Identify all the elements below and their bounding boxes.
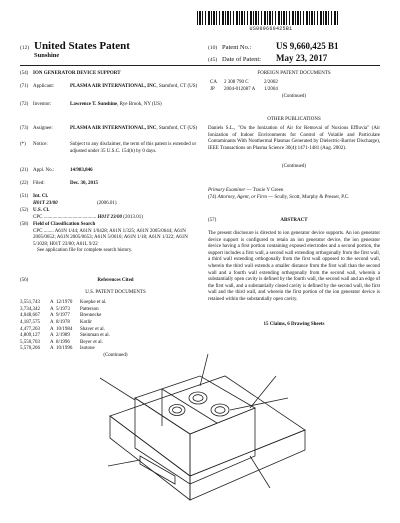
- code-71: (71): [20, 84, 29, 89]
- reference-kind: A: [50, 339, 54, 345]
- field-dots: ........: [43, 228, 54, 234]
- notice-label: Notice:: [33, 142, 48, 147]
- patent-no-row: [208, 41, 339, 53]
- examiner-line: [208, 188, 380, 195]
- code-10: (10): [208, 45, 218, 51]
- reference-name: Steinman et al.: [80, 333, 110, 339]
- patent-title: ION GENERATOR DEVICE SUPPORT: [33, 71, 121, 76]
- code-56: (56): [20, 278, 29, 283]
- code-54: (54): [20, 71, 29, 76]
- appl-no-label: Appl. No.:: [33, 168, 55, 173]
- filed-block: [20, 181, 198, 188]
- abstract-heading-row: [208, 218, 380, 225]
- us-cl-cpc-value: H01T 23/00: [97, 214, 123, 220]
- assignee-label: Assignee:: [33, 126, 53, 131]
- int-cl-year: (2006.01): [97, 200, 117, 206]
- drawing-electrode-1: [189, 392, 207, 404]
- reference-kind: A: [50, 326, 54, 332]
- code-51: (51): [20, 194, 29, 199]
- inventor-name: Lawrence T. Sunshine: [70, 102, 118, 107]
- reference-date: 8/1978: [56, 319, 70, 325]
- refs-continued: (Continued): [103, 352, 128, 358]
- reference-date: 8/1996: [56, 339, 70, 345]
- inventor-short-row: [34, 52, 59, 61]
- assignee-block: [20, 126, 198, 133]
- field-cpc-label: CPC: [33, 228, 43, 234]
- examiner-name: — Tracie Y Green: [245, 188, 284, 193]
- foreign-heading: FOREIGN PATENT DOCUMENTS: [257, 71, 331, 76]
- int-cl-class: H01T 23/00: [33, 200, 58, 206]
- field-search-label: Field of Classification Search: [33, 222, 96, 227]
- code-45: (45): [208, 57, 218, 63]
- examiner-label: Primary Examiner: [208, 188, 246, 193]
- applicant-block: [20, 84, 198, 91]
- code-notice: (*): [20, 142, 26, 147]
- abstract-text: The present disclosure is directed to ion generator device supports. An ion generator device support is configured to retain an ion generator device, the ion generator device having a first portion containing exposed electrodes and a second portion, the support includes a first wall, a second wall extending orthogonally from the first wall, a third wall extending orthogonally from the first wall opposed to the second wall, wherein the third wall extends a smaller distance from the first wall than the second wall and a fourth wall extending orthogonally from the second wall, wherein a substantially open cavity is defined by the fourth wall, the second wall and an edge of the first wall, and a substantially closed cavity is defined by the second wall, the first wall and the third wall, and wherein the first portion of the ion generator device is retained within the substantially open cavity.: [208, 231, 380, 302]
- references-label: References Cited: [97, 278, 134, 283]
- reference-name: Kotlir: [80, 319, 92, 325]
- reference-num: 3,734,342: [20, 306, 40, 312]
- attorney-line: [208, 195, 380, 202]
- drawing-electrode-3: [169, 405, 185, 416]
- reference-row: [20, 327, 198, 334]
- reference-row: [20, 313, 198, 320]
- code-57: (57): [208, 218, 217, 223]
- reference-date: 12/1970: [56, 300, 73, 306]
- reference-name: Koepke et al.: [80, 300, 107, 306]
- reference-name: Brennecke: [80, 313, 102, 319]
- field-search-text: A61N 1/44; A61N 1/0428; A61N 1/325; A61N 2005/0644; A61N 2005/0652; A61N 2005/0653; A61N 5/0616; A61N 1/18; A61N 1/322; A61N 5/1028; H01T 23/00; A61L 9/22: [33, 228, 188, 247]
- reference-kind: A: [50, 333, 54, 339]
- reference-kind: A: [50, 300, 54, 306]
- reference-date: 2/1989: [56, 333, 70, 339]
- code-12: (12): [20, 45, 30, 51]
- patent-no-label: Patent No.:: [222, 44, 252, 51]
- reference-date: 10/1984: [56, 326, 73, 332]
- barcode: [197, 11, 339, 25]
- assignee-loc: , Stamford, CT (US): [156, 126, 198, 131]
- code-72: (72): [20, 102, 29, 107]
- doc-type: United States Patent: [34, 40, 130, 52]
- reference-row: [20, 307, 198, 314]
- applicant-name: PLASMA AIR INTERNATIONAL, INC: [70, 84, 157, 89]
- reference-num: 4,477,263: [20, 326, 40, 332]
- filed-label: Filed:: [33, 181, 45, 186]
- us-cl-cpc-year: (2013.01): [123, 214, 143, 220]
- inventor-label: Inventor:: [33, 102, 52, 107]
- reference-name: Beyer et al.: [80, 339, 103, 345]
- date-label: Date of Patent:: [222, 56, 261, 63]
- us-patent-docs-heading: U.S. PATENT DOCUMENTS: [85, 289, 146, 295]
- appl-no-block: [20, 168, 198, 175]
- patent-date: May 23, 2017: [276, 53, 328, 63]
- header-rule: [20, 65, 380, 66]
- reference-row: [20, 300, 198, 307]
- code-73: (73): [20, 126, 29, 131]
- code-58: (58): [20, 222, 29, 227]
- barcode-number: US009660425B1: [249, 26, 293, 32]
- foreign-cc: JP: [210, 86, 215, 92]
- reference-num: 5,550,703: [20, 339, 40, 345]
- assignee-name: PLASMA AIR INTERNATIONAL, INC: [70, 126, 157, 131]
- drawing-housing-side: [190, 408, 255, 484]
- reference-date: 9/1977: [56, 313, 70, 319]
- field-search-block: [20, 222, 198, 255]
- drawing-electrode-2: [211, 404, 229, 416]
- drawing-base-side: [190, 430, 305, 500]
- foreign-row: [210, 87, 382, 94]
- notice-block: [20, 142, 198, 155]
- reference-name: Patterson: [80, 306, 99, 312]
- appl-no-value: 14/983,846: [70, 168, 93, 173]
- notice-text: Subject to any disclaimer, the term of this patent is extended or adjusted under 35 U.S.C. 154(b) by 0 days.: [70, 142, 197, 154]
- reference-num: 4,809,127: [20, 333, 40, 339]
- abstract-heading: ABSTRACT: [280, 218, 308, 223]
- foreign-date: 1/2004: [264, 86, 278, 92]
- applicant-loc: , Stamford, CT (US): [156, 84, 198, 89]
- see-application: See application file for complete search history.: [37, 248, 133, 254]
- us-cl-block: [20, 208, 198, 221]
- us-cl-dots: ..........................................: [43, 214, 97, 220]
- reference-date: 5/1973: [56, 306, 70, 312]
- title-block: [20, 71, 198, 78]
- foreign-row: [210, 80, 382, 87]
- foreign-continued: (Continued): [281, 94, 307, 99]
- reference-num: 5,570,266: [20, 346, 40, 352]
- claims-summary: 15 Claims, 6 Drawing Sheets: [263, 322, 325, 327]
- foreign-list: [210, 80, 382, 93]
- drawing-slot: [140, 456, 175, 484]
- reference-num: 3,551,743: [20, 300, 40, 306]
- reference-name: Shaver et al.: [80, 326, 105, 332]
- us-cl-label: U.S. Cl.: [33, 208, 50, 213]
- code-21: (21): [20, 168, 29, 173]
- reference-num: 4,187,575: [20, 319, 40, 325]
- applicant-label: Applicant:: [33, 84, 55, 89]
- inventor-block: [20, 102, 198, 109]
- foreign-num: 2 308 790 C: [224, 80, 249, 85]
- date-row: [208, 53, 327, 65]
- reference-date: 10/1996: [56, 346, 73, 352]
- code-74: (74): [208, 195, 217, 200]
- attorney-label: Attorney, Agent, or Firm: [217, 195, 267, 200]
- foreign-num: 2004-012087 A: [224, 86, 256, 92]
- other-continued: (Continued): [281, 164, 307, 169]
- inventor-loc: , Rye Brook, NY (US): [117, 102, 162, 107]
- reference-kind: A: [50, 306, 54, 312]
- reference-kind: A: [50, 346, 54, 352]
- reference-name: Isotone: [80, 346, 95, 352]
- code-52: (52): [20, 208, 29, 213]
- us-cl-cpc-label: CPC: [33, 214, 43, 220]
- inventor-short: Sunshine: [34, 52, 60, 59]
- patent-number: US 9,660,425 B1: [276, 41, 339, 51]
- int-cl-label: Int. Cl.: [33, 194, 49, 199]
- reference-row: [20, 320, 198, 327]
- foreign-date: 2/2002: [264, 80, 278, 85]
- drawing-housing-top: [135, 376, 255, 434]
- attorney-name: — Scully, Scott, Murphy & Presser, P.C.: [266, 195, 350, 200]
- code-22: (22): [20, 181, 29, 186]
- reference-kind: A: [50, 319, 54, 325]
- foreign-cc: CA: [210, 80, 217, 85]
- reference-kind: A: [50, 313, 54, 319]
- other-pubs-text: Daniels S.L., "On the Ionization of Air for Removal of Noxious Effluvia" (Air Ionization of Indoor Environments for Control of Volatile and Particulate Contaminants With Nonthermal Plasmas Generated by Dielectric-Barrier Discharge), IEEE Transactions on Plasma Science 30(4):1471-1481 (Aug. 2002).: [208, 126, 380, 151]
- patent-drawing: [80, 338, 330, 518]
- filed-value: Dec. 30, 2015: [70, 181, 99, 186]
- reference-num: 4,048,667: [20, 313, 40, 319]
- int-cl-block: [20, 194, 198, 207]
- other-pubs-heading: OTHER PUBLICATIONS: [267, 117, 321, 122]
